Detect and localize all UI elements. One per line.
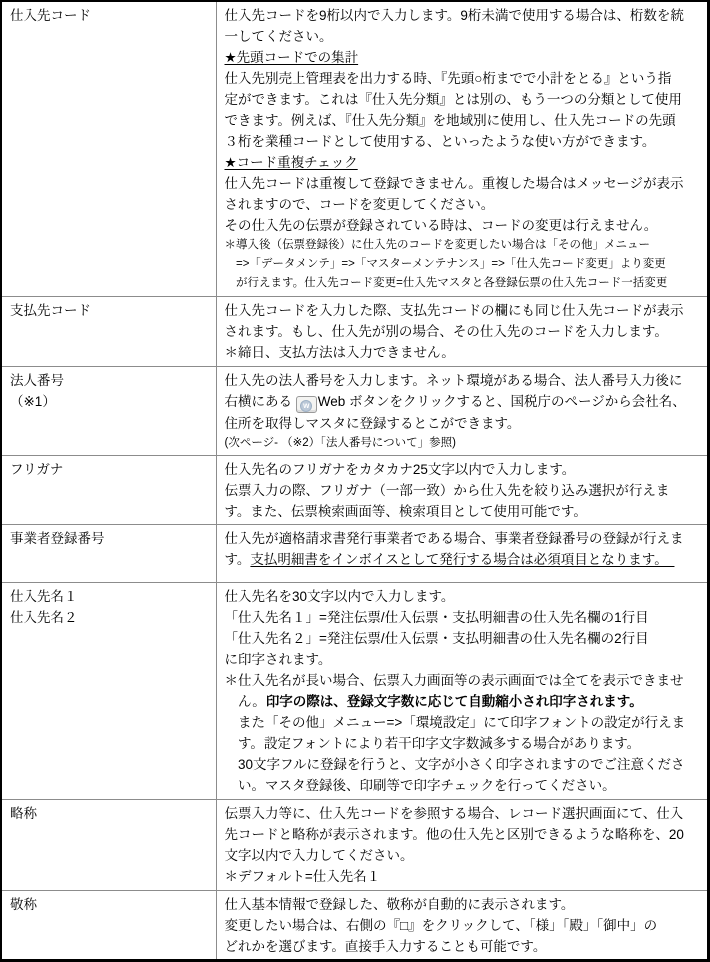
text-segment: どれかを選びます。直接手入力することも可能です。 <box>224 938 547 954</box>
field-label: フリガナ <box>10 461 64 477</box>
field-description-cell <box>216 366 707 455</box>
description-line <box>225 670 702 691</box>
field-label-cell <box>2 2 216 297</box>
field-label-cell <box>2 366 216 455</box>
text-segment: (次ページ- （※2）「法人番号について」参照) <box>224 436 457 449</box>
field-label: 仕入先名２ <box>10 610 78 626</box>
description-line <box>225 26 702 47</box>
description-line <box>225 215 702 236</box>
description-line <box>225 152 702 173</box>
text-segment: 一してください。 <box>224 29 333 44</box>
text-segment: 仕入先別売上管理表を出力する時、『先頭○桁までで小計をとる』という指 <box>224 71 672 86</box>
table-row <box>2 2 707 297</box>
text-segment: 仕入先が適格請求書発行事業者である場合、事業者登録番号の登録が行えま <box>224 531 684 547</box>
description-line <box>225 712 702 733</box>
text-segment: が行えます。仕入先コード変更=仕入先マスタと各登録伝票の仕入先コード一括変更 <box>224 277 668 289</box>
table-row <box>2 890 707 959</box>
field-label: 仕入先名１ <box>10 589 78 605</box>
text-segment: ＊仕入先名が長い場合、伝票入力画面等の表示画面では全てを表示できませ <box>224 673 684 689</box>
text-segment: 「仕入先名１」=発注伝票/仕入伝票・支払明細書の仕入先名欄の1行目 <box>224 610 649 626</box>
description-line <box>225 549 702 570</box>
text-segment: されます。もし、仕入先が別の場合、その仕入先のコードを入力します。 <box>224 324 668 340</box>
description-line <box>225 754 702 775</box>
description-line <box>225 866 702 887</box>
field-description-cell <box>216 455 707 524</box>
text-segment: 変更したい場合は、右側の『□』をクリックして、「様」「殿」「御中」の <box>224 917 658 933</box>
description-line <box>225 131 702 152</box>
field-description-cell <box>216 583 707 800</box>
field-description-cell <box>216 2 707 297</box>
field-label-cell <box>2 525 216 583</box>
field-description-cell <box>216 890 707 959</box>
field-label: 支払先コード <box>10 303 91 319</box>
field-label: 敬称 <box>10 896 37 912</box>
description-line <box>225 342 702 363</box>
text-segment: ＊導入後（伝票登録後）に仕入先のコードを変更したい場合は「その他」メニュー <box>224 239 650 251</box>
text-segment: す。また、伝票検索画面等、検索項目として使用可能です。 <box>224 503 587 519</box>
text-segment: 「仕入先名２」=発注伝票/仕入伝票・支払明細書の仕入先名欄の2行目 <box>224 631 649 647</box>
description-line <box>225 649 702 670</box>
text-segment: 仕入先の法人番号を入力します。ネット環境がある場合、法人番号入力後に <box>224 372 683 388</box>
table-row <box>2 525 707 583</box>
web-button-icon <box>296 396 317 413</box>
description-line <box>225 5 702 26</box>
table-row <box>2 800 707 890</box>
text-segment: い。マスタ登録後、印刷等で印字チェックを行ってください。 <box>224 778 616 794</box>
description-line <box>225 68 702 89</box>
field-label-cell <box>2 455 216 524</box>
table-row <box>2 366 707 455</box>
text-segment: 仕入先コードを入力した際、支払先コードの欄にも同じ仕入先コードが表示 <box>224 303 684 319</box>
text-segment: 伝票入力の際、フリガナ（一部一致）から仕入先を絞り込み選択が行えま <box>224 482 670 498</box>
field-table-body <box>2 2 707 959</box>
text-segment: ★先頭コードでの集計 <box>224 50 359 65</box>
description-line <box>225 845 702 866</box>
text-segment: 右横にある <box>224 393 296 409</box>
description-line <box>225 528 702 549</box>
description-line <box>225 936 702 957</box>
description-line <box>225 628 702 649</box>
web-circle-glyph: w <box>300 400 312 412</box>
description-line <box>225 89 702 110</box>
field-label: （※1） <box>10 393 56 409</box>
description-line <box>225 894 702 915</box>
description-line <box>225 459 702 480</box>
text-segment: 定ができます。これは『仕入先分類』とは別の、もう一つの分類として使用 <box>224 92 682 107</box>
text-segment: 仕入先名を30文字以内で入力します。 <box>224 589 455 605</box>
description-line <box>225 391 702 413</box>
field-description-cell <box>216 800 707 890</box>
text-segment: ん。 <box>224 694 266 710</box>
text-segment: ３桁を業種コードとして使用する、といったような使い方ができます。 <box>224 134 656 149</box>
description-line <box>225 586 702 607</box>
text-segment: 仕入先コードを9桁以内で入力します。9桁未満で使用する場合は、桁数を統 <box>224 8 684 23</box>
description-line <box>225 321 702 342</box>
field-description-cell <box>216 525 707 583</box>
field-description-cell <box>216 297 707 366</box>
table-row <box>2 297 707 366</box>
description-line <box>225 255 702 274</box>
text-segment: ＊デフォルト=仕入先名１ <box>224 869 381 885</box>
description-line <box>225 236 702 255</box>
text-segment: す。 <box>224 552 251 568</box>
field-label: 仕入先コード <box>10 8 91 23</box>
description-line <box>225 47 702 68</box>
supplier-field-table <box>2 2 707 959</box>
text-segment: 文字以内で入力してください。 <box>224 848 414 864</box>
description-line <box>225 370 702 391</box>
text-segment: また「その他」メニュー=>「環境設定」にて印字フォントの設定が行えま <box>224 715 686 731</box>
description-line <box>225 434 702 453</box>
text-segment: その仕入先の伝票が登録されている時は、コードの変更は行えません。 <box>224 218 658 233</box>
text-segment: 仕入先名のフリガナをカタカナ25文字以内で入力します。 <box>224 461 576 477</box>
text-segment: =>「データメンテ」=>「マスターメンテナンス」=>「仕入先コード変更」より変更 <box>224 258 666 270</box>
text-segment: 伝票入力等に、仕入先コードを参照する場合、レコード選択画面にて、仕入 <box>224 806 684 822</box>
description-line <box>225 915 702 936</box>
text-segment: に印字されます。 <box>224 652 332 668</box>
text-segment: 先コードと略称が表示されます。他の仕入先と区別できるような略称を、20 <box>224 827 684 843</box>
description-line <box>225 413 702 434</box>
description-line <box>225 173 702 194</box>
text-segment: 仕入先コードは重複して登録できません。重複した場合はメッセージが表示 <box>224 176 684 191</box>
description-line <box>225 775 702 796</box>
field-label-cell <box>2 800 216 890</box>
description-line <box>225 110 702 131</box>
description-line <box>225 194 702 215</box>
text-segment: 仕入基本情報で登録した、敬称が自動的に表示されます。 <box>224 896 575 912</box>
text-segment: 支払明細書をインボイスとして発行する場合は必須項目となります。 <box>250 552 675 568</box>
description-line <box>225 824 702 845</box>
description-line <box>225 480 702 501</box>
text-segment: 30文字フルに登録を行うと、文字が小さく印字されますのでご注意くださ <box>224 757 685 773</box>
field-label: 略称 <box>10 806 37 822</box>
text-segment: できます。例えば、『仕入先分類』を地域別に使用し、仕入先コードの先頭 <box>224 113 676 128</box>
text-segment: 住所を取得しマスタに登録するとこができます。 <box>224 415 521 431</box>
description-line <box>225 691 702 712</box>
description-line <box>225 607 702 628</box>
description-line <box>225 300 702 321</box>
field-label-cell <box>2 297 216 366</box>
field-label: 事業者登録番号 <box>10 531 105 547</box>
description-line <box>225 501 702 522</box>
text-segment: ★コード重複チェック <box>224 155 358 170</box>
field-label-cell <box>2 583 216 800</box>
description-line <box>225 733 702 754</box>
text-segment: す。設定フォントにより若干印字文字数減多する場合があります。 <box>224 736 641 752</box>
text-segment: Web ボタンをクリックすると、国税庁のページから会社名、 <box>317 393 686 409</box>
field-label-cell <box>2 890 216 959</box>
text-segment: されますので、コードを変更してください。 <box>224 197 495 212</box>
description-line <box>225 803 702 824</box>
text-segment: 印字の際は、登録文字数に応じて自動縮小され印字されます。 <box>265 694 643 710</box>
table-row <box>2 583 707 800</box>
field-label: 法人番号 <box>10 372 64 388</box>
text-segment: ＊締日、支払方法は入力できません。 <box>224 345 455 361</box>
description-line <box>225 274 702 293</box>
table-row <box>2 455 707 524</box>
